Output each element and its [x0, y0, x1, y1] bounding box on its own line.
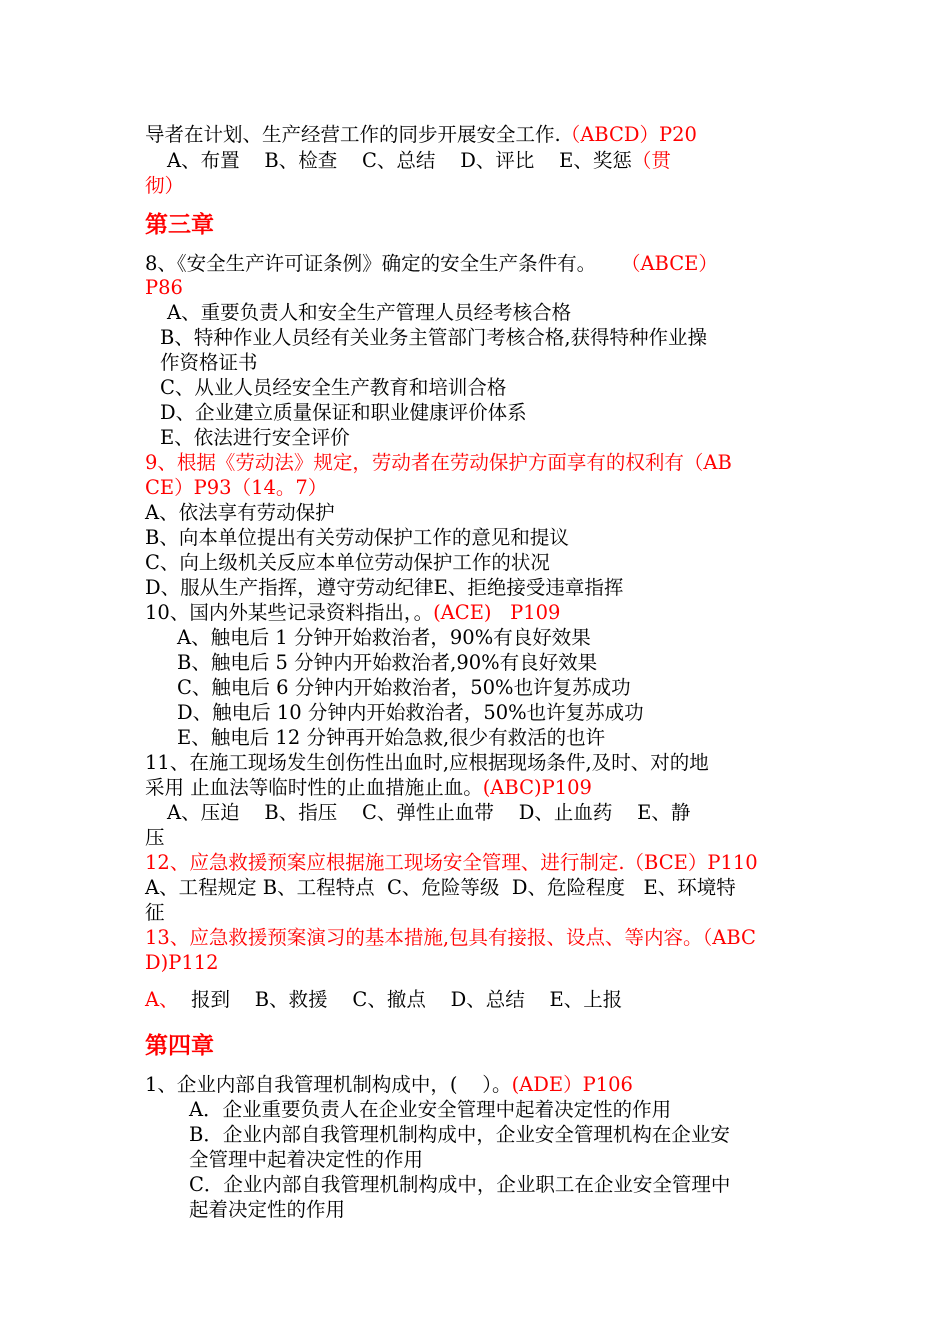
q8-option-a: A、重要负责人和安全生产管理人员经考核合格	[167, 301, 572, 324]
q8-stem: 8、《安全生产许可证条例》确定的安全生产条件有。	[145, 252, 621, 275]
q8-option-d: D、企业建立质量保证和职业健康评价体系	[160, 401, 527, 424]
q9-stem-wrap: CE）P93（14。7）	[145, 476, 328, 499]
q9-stem: 9、根据《劳动法》规定，劳动者在劳动保护方面享有的权利有（AB	[145, 451, 732, 474]
q9-option-c: C、向上级机关反应本单位劳动保护工作的状况	[145, 551, 550, 574]
q8-stem-line	[145, 251, 718, 276]
q8-answer: （ABCE）	[620, 252, 718, 275]
q11-stem: 11、在施工现场发生创伤性出血时,应根据现场条件,及时、对的地	[145, 751, 709, 774]
q1-option-b: B．企业内部自我管理机制构成中，企业安全管理机构在企业安	[189, 1123, 730, 1146]
q1-answer: (ADE）P106	[511, 1073, 633, 1096]
q13-options-red: A、	[145, 988, 179, 1011]
chapter-three-heading: 第三章	[145, 212, 214, 238]
q7-options: A、布置 B、检查 C、总结 D、评比 E、奖惩	[167, 149, 632, 172]
q10-stem-line	[145, 600, 560, 625]
q11-answer: (ABC)P109	[482, 776, 592, 799]
q10-stem: 10、国内外某些记录资料指出，。	[145, 601, 434, 624]
q8-option-c: C、从业人员经安全生产教育和培训合格	[160, 376, 507, 399]
q7-stem: 导者在计划、生产经营工作的同步开展安全工作.	[145, 123, 561, 146]
q11-stem-wrap-line	[145, 775, 592, 800]
q13-stem-wrap: D)P112	[145, 951, 219, 974]
q10-option-a: A、触电后 1 分钟开始救治者，90%有良好效果	[177, 626, 591, 649]
q10-option-e: E、触电后 12 分钟再开始急救,很少有救活的也许	[177, 726, 606, 749]
q8-option-b-wrap: 作资格证书	[160, 351, 258, 374]
q12-stem: 12、应急救援预案应根据施工现场安全管理、进行制定.（BCE）P110	[145, 851, 758, 874]
q8-option-e: E、依法进行安全评价	[160, 426, 350, 449]
q13-options-line	[145, 987, 622, 1012]
q8-option-b: B、特种作业人员经有关业务主管部门考核合格,获得特种作业操	[160, 326, 708, 349]
q11-options: A、压迫 B、指压 C、弹性止血带 D、止血药 E、静	[167, 801, 691, 824]
q10-option-b: B、触电后 5 分钟内开始救治者,90%有良好效果	[177, 651, 598, 674]
q1-stem: 1、企业内部自我管理机制构成中，( ）。	[145, 1073, 512, 1096]
q7-options-line	[145, 148, 671, 173]
q7-options-red: （贯	[631, 149, 671, 172]
q12-options-wrap: 征	[145, 901, 165, 924]
q1-option-a: A．企业重要负责人在企业安全管理中起着决定性的作用	[189, 1098, 672, 1121]
q1-option-c: C．企业内部自我管理机制构成中，企业职工在企业安全管理中	[189, 1173, 731, 1196]
chapter-four-heading: 第四章	[145, 1033, 214, 1059]
q8-answer-wrap: P86	[145, 276, 183, 299]
q1-option-b-wrap: 全管理中起着决定性的作用	[189, 1148, 424, 1171]
q1-option-c-wrap: 起着决定性的作用	[189, 1198, 346, 1221]
q7-stem-line	[145, 122, 697, 147]
q9-stem-line	[145, 450, 732, 475]
q10-option-d: D、触电后 10 分钟内开始救治者，50%也许复苏成功	[177, 701, 644, 724]
q9-option-b: B、向本单位提出有关劳动保护工作的意见和提议	[145, 526, 569, 549]
q13-stem: 13、应急救援预案演习的基本措施,包具有接报、设点、等内容。（ABC	[145, 926, 756, 949]
q7-options-wrap: 彻）	[145, 174, 185, 197]
q13-options: 报到 B、救援 C、撤点 D、总结 E、上报	[178, 988, 623, 1011]
q10-option-c: C、触电后 6 分钟内开始救治者，50%也许复苏成功	[177, 676, 631, 699]
q7-answer: （ABCD）P20	[560, 123, 697, 146]
q1-stem-line	[145, 1072, 633, 1097]
q9-option-a: A、依法享有劳动保护	[145, 501, 335, 524]
q10-answer: (ACE) P109	[433, 601, 561, 624]
q11-stem-wrap: 采用 止血法等临时性的止血措施止血。	[145, 776, 483, 799]
q9-option-de: D、服从生产指挥，遵守劳动纪律E、拒绝接受违章指挥	[145, 576, 624, 599]
q11-options-wrap: 压	[145, 826, 165, 849]
q12-options: A、工程规定 B、工程特点 C、危险等级 D、危险程度 E、环境特	[145, 876, 736, 899]
